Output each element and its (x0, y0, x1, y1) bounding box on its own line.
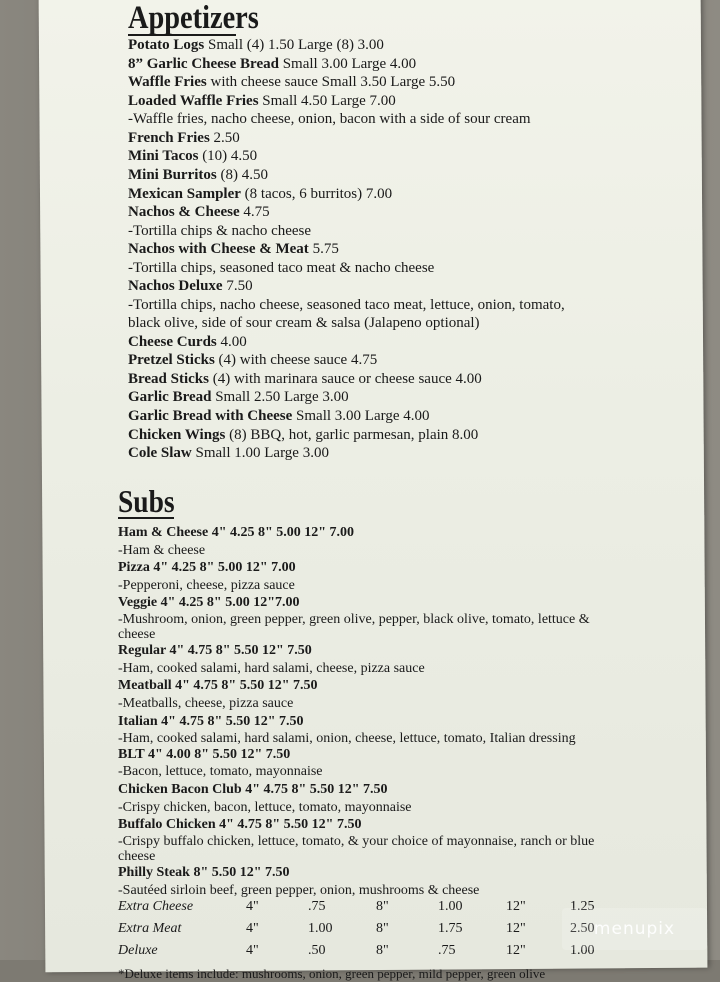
sub-description: -Sautéed sirloin beef, green pepper, onion, mushrooms & cheese (118, 882, 480, 898)
appetizer-name: Waffle Fries (128, 74, 207, 91)
subs-list (118, 524, 708, 899)
sub-description: -Meatballs, cheese, pizza sauce (118, 696, 294, 712)
extras-s8: 8" (376, 943, 389, 959)
sub-description: -Ham, cooked salami, hard salami, cheese, pizza sauce (118, 660, 425, 676)
appetizer-name: 8” Garlic Cheese Bread (128, 55, 279, 72)
appetizer-item (128, 203, 708, 222)
appetizer-name: Nachos & Cheese (128, 204, 240, 221)
extras-p12: 1.00 (570, 943, 595, 959)
appetizer-item (128, 240, 708, 259)
extras-row (118, 943, 618, 965)
appetizers-list (128, 36, 708, 463)
appetizer-description: -Tortilla chips & nacho cheese (128, 222, 312, 239)
appetizer-item (128, 370, 708, 389)
extras-p4: .50 (308, 943, 326, 959)
sub-item: Chicken Bacon Club 4" 4.75 8" 5.50 12" 7.50 (118, 781, 388, 797)
appetizer-description: -Tortilla chips, seasoned taco meat & nacho cheese (128, 259, 435, 276)
appetizer-name: Nachos Deluxe (128, 278, 223, 295)
extras-p8: .75 (438, 943, 456, 959)
sub-item: Ham & Cheese 4" 4.25 8" 5.00 12" 7.00 (118, 524, 355, 540)
sub-item: Italian 4" 4.75 8" 5.50 12" 7.50 (118, 713, 304, 729)
appetizer-item (128, 129, 708, 148)
sub-description: -Ham & cheese (118, 542, 206, 558)
appetizer-name: Potato Logs (128, 37, 205, 53)
appetizer-details: 4.75 (239, 204, 270, 221)
sub-description: -Pepperoni, cheese, pizza sauce (118, 577, 295, 593)
appetizer-details: with cheese sauce Small 3.50 Large 5.50 (206, 74, 456, 91)
appetizers-section (128, 0, 708, 463)
appetizer-description: -Waffle fries, nacho cheese, onion, bacon with a side of sour cream (128, 111, 531, 128)
appetizer-details: Small (4) 1.50 Large (8) 3.00 (204, 37, 384, 53)
appetizer-item (128, 147, 708, 166)
appetizer-item (128, 388, 708, 407)
extras-s4: 4" (246, 943, 259, 959)
appetizer-name: Cole Slaw (128, 445, 192, 462)
sub-description: -Bacon, lettuce, tomato, mayonnaise (118, 764, 323, 780)
appetizer-name: Cheese Curds (128, 333, 217, 350)
sub-item: Meatball 4" 4.75 8" 5.50 12" 7.50 (118, 678, 318, 694)
appetizer-details: 4.00 (216, 333, 247, 350)
appetizer-name: Loaded Waffle Fries (128, 92, 259, 109)
appetizer-item (128, 407, 708, 426)
sub-description: -Crispy chicken, bacon, lettuce, tomato, mayonnaise (118, 799, 412, 815)
sub-description: -Mushroom, onion, green pepper, green olive, pepper, black olive, tomato, lettuce & cheese (118, 612, 590, 643)
menu-content (118, 0, 708, 982)
appetizer-details: 2.50 (209, 129, 240, 146)
extras-label: Deluxe (118, 943, 158, 959)
appetizer-details: (10) 4.50 (198, 148, 258, 165)
appetizer-item (128, 166, 708, 185)
extras-p8: 1.75 (438, 921, 463, 937)
sub-description: -Ham, cooked salami, hard salami, onion, cheese, lettuce, tomato, Italian dressing (118, 730, 576, 746)
appetizer-details: 7.50 (222, 278, 253, 295)
extras-row (118, 899, 618, 921)
appetizer-details: (8) 4.50 (216, 166, 268, 183)
extras-s12: 12" (506, 899, 526, 915)
appetizer-name: Mexican Sampler (128, 185, 241, 202)
appetizer-details: (4) with cheese sauce 4.75 (214, 352, 378, 369)
extras-row (118, 921, 618, 943)
appetizer-details: Small 4.50 Large 7.00 (258, 92, 396, 109)
menupix-watermark: menupix (562, 908, 707, 950)
subs-title: Subs (118, 482, 175, 519)
extras-p12: 1.25 (570, 899, 595, 915)
appetizer-item (128, 92, 708, 111)
appetizer-item (128, 351, 708, 370)
sub-item: Regular 4" 4.75 8" 5.50 12" 7.50 (118, 643, 312, 659)
appetizers-title: Appetizers (128, 0, 259, 36)
sub-item: Buffalo Chicken 4" 4.75 8" 5.50 12" 7.50 (118, 817, 362, 833)
appetizer-details: (4) with marinara sauce or cheese sauce 4.00 (208, 370, 482, 387)
sub-description: -Crispy buffalo chicken, lettuce, tomato, & your choice of mayonnaise, ranch or blue cheese (118, 833, 595, 864)
appetizer-name: Chicken Wings (128, 426, 226, 443)
deluxe-note: *Deluxe items include: mushrooms, onion, green pepper, mild pepper, green olive (118, 966, 546, 982)
sub-item: Philly Steak 8" 5.50 12" 7.50 (118, 864, 290, 880)
appetizer-description: black olive, side of sour cream & salsa (Jalapeno optional) (128, 315, 480, 332)
appetizer-item (128, 36, 708, 55)
extras-p12: 2.50 (570, 921, 595, 937)
appetizer-item (128, 185, 708, 204)
extras-s12: 12" (506, 943, 526, 959)
appetizer-details: (8 tacos, 6 burritos) 7.00 (240, 185, 393, 202)
appetizer-details: (8) BBQ, hot, garlic parmesan, plain 8.00 (225, 426, 479, 443)
appetizer-item (128, 55, 708, 74)
extras-label: Extra Cheese (118, 899, 194, 915)
appetizer-name: Pretzel Sticks (128, 352, 215, 369)
appetizer-name: Bread Sticks (128, 370, 209, 387)
appetizer-name: Garlic Bread with Cheese (128, 407, 293, 424)
appetizer-details: 5.75 (308, 241, 339, 258)
appetizer-item (128, 444, 708, 463)
extras-s4: 4" (246, 899, 259, 915)
sub-item: BLT 4" 4.00 8" 5.50 12" 7.50 (118, 746, 291, 762)
extras-p8: 1.00 (438, 899, 463, 915)
sub-item: Veggie 4" 4.25 8" 5.00 12"7.00 (118, 595, 300, 611)
extras-label: Extra Meat (118, 921, 182, 937)
appetizer-details: Small 2.50 Large 3.00 (211, 389, 349, 406)
appetizer-name: French Fries (128, 129, 210, 146)
extras-p4: .75 (308, 899, 326, 915)
appetizer-description: -Tortilla chips, nacho cheese, seasoned taco meat, lettuce, onion, tomato, (128, 296, 565, 313)
appetizer-details: Small 1.00 Large 3.00 (191, 445, 329, 462)
appetizer-item (128, 333, 708, 352)
appetizer-name: Nachos with Cheese & Meat (128, 241, 309, 258)
appetizer-name: Mini Tacos (128, 148, 199, 165)
extras-p4: 1.00 (308, 921, 333, 937)
extras-s4: 4" (246, 921, 259, 937)
extras-s12: 12" (506, 921, 526, 937)
appetizer-item (128, 426, 708, 445)
extras-s8: 8" (376, 899, 389, 915)
appetizer-details: Small 3.00 Large 4.00 (278, 55, 417, 72)
appetizer-item (128, 277, 708, 296)
appetizer-details: Small 3.00 Large 4.00 (292, 407, 430, 424)
appetizer-name: Garlic Bread (128, 389, 212, 406)
extras-s8: 8" (376, 921, 389, 937)
appetizer-name: Mini Burritos (128, 166, 217, 183)
sub-item: Pizza 4" 4.25 8" 5.00 12" 7.00 (118, 560, 296, 576)
appetizer-item (128, 73, 708, 92)
